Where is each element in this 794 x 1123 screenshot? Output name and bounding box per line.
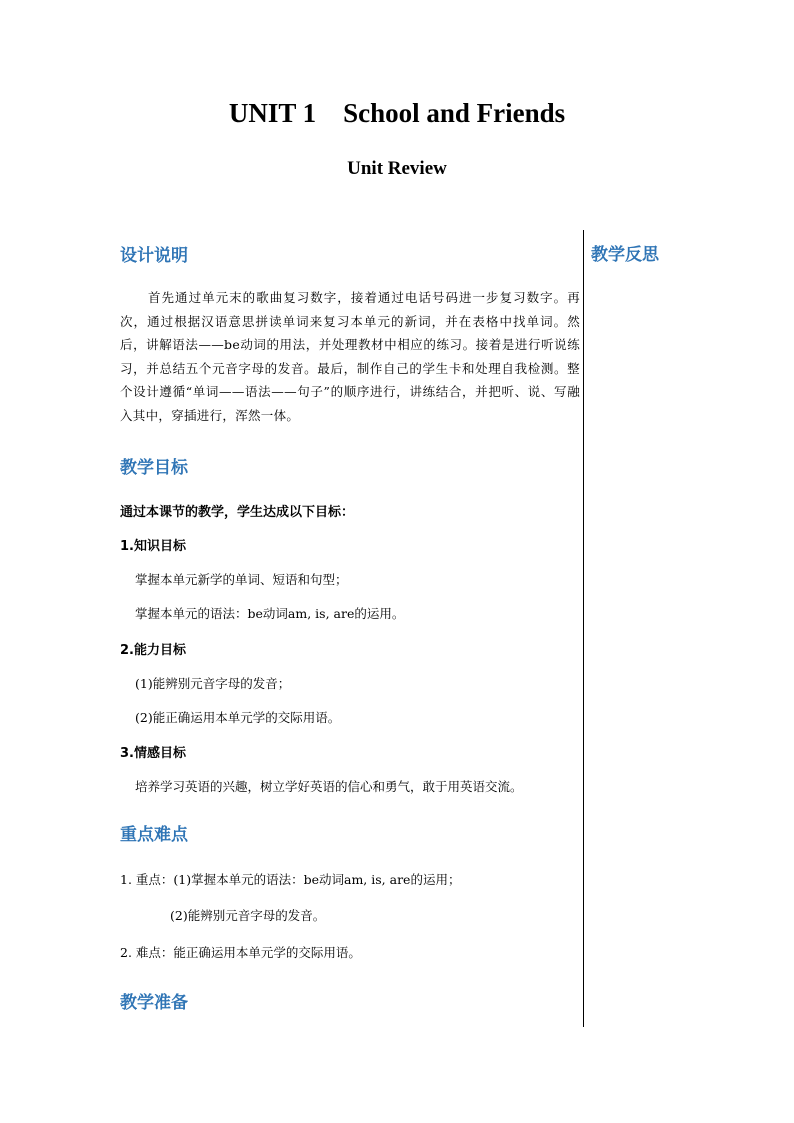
preparation-heading: 教学准备 bbox=[120, 993, 188, 1013]
ability-title: 2.能力目标 bbox=[120, 643, 186, 658]
column-divider bbox=[583, 230, 584, 1027]
key-point-2: 2. 难点：能正确运用本单元学的交际用语。 bbox=[120, 945, 361, 960]
emotion-item-1: 培养学习英语的兴趣，树立学好英语的信心和勇气，敢于用英语交流。 bbox=[135, 779, 523, 794]
knowledge-title: 1.知识目标 bbox=[120, 539, 186, 554]
design-paragraph: 首先通过单元末的歌曲复习数字，接着通过电话号码进一步复习数字。再次，通过根据汉语意思拼读单词来复习本单元的新词，并在表格中找单词。然后，讲解语法——be动词的用法，并处理教材中相应的练习。接着是进行听说练习，并总结五个元音字母的发音。最后，制作自己的学生卡和处理自我检测。整个设计遵循“单词——语法——句子”的顺序进行，讲练结合，并把听、说、写融入其中，穿插进行，浑然一体。 bbox=[120, 290, 580, 423]
key-point-1: 1. 重点：(1)掌握本单元的语法：be动词am, is, are的运用； bbox=[120, 872, 461, 887]
page-subtitle: Unit Review bbox=[347, 158, 447, 179]
objectives-intro: 通过本课节的教学，学生达成以下目标： bbox=[120, 505, 355, 520]
objectives-heading: 教学目标 bbox=[120, 458, 188, 478]
ability-item-1: (1)能辨别元音字母的发音； bbox=[135, 676, 291, 691]
reflection-heading: 教学反思 bbox=[591, 245, 659, 265]
key-points-heading: 重点难点 bbox=[120, 825, 188, 845]
design-heading: 设计说明 bbox=[120, 246, 188, 266]
key-point-1b: (2)能辨别元音字母的发音。 bbox=[170, 908, 326, 923]
ability-item-2: (2)能正确运用本单元学的交际用语。 bbox=[135, 710, 341, 725]
page-title: UNIT 1 School and Friends bbox=[228, 98, 566, 128]
knowledge-item-1: 掌握本单元新学的单词、短语和句型； bbox=[135, 572, 348, 587]
emotion-title: 3.情感目标 bbox=[120, 746, 186, 761]
knowledge-item-2: 掌握本单元的语法：be动词am, is, are的运用。 bbox=[135, 606, 405, 621]
